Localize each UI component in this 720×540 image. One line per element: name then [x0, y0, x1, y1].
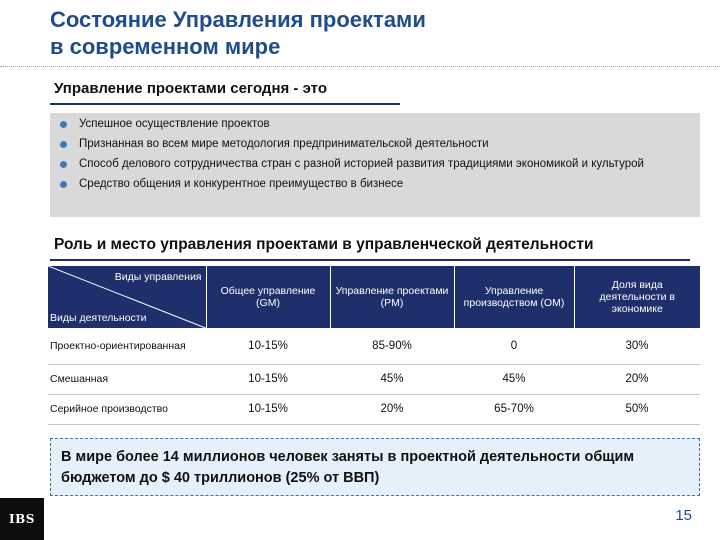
list-item [60, 158, 692, 171]
list-item [60, 118, 692, 131]
column-header [206, 266, 330, 328]
table-cell: 30% [574, 328, 700, 364]
table-cell: 45% [330, 364, 454, 394]
list-item-text: Признанная во всем мире методология предпринимательской деятельности [79, 138, 489, 150]
table-cell: 10-15% [206, 328, 330, 364]
section-heading-today: Управление проектами сегодня - это [54, 80, 327, 97]
table-cell: 10-15% [206, 364, 330, 394]
table-cell: 65-70% [454, 394, 574, 424]
column-header-text: Доля вида деятельности в экономике [599, 279, 675, 315]
column-header [574, 266, 700, 328]
table-cell: 0 [454, 328, 574, 364]
row-label: Серийное производство [48, 394, 206, 424]
slide-title-line-2: в современном мире [50, 34, 281, 59]
table-row [48, 364, 700, 394]
table-row [48, 394, 700, 424]
list-item [60, 138, 692, 151]
slide-title [50, 6, 690, 60]
column-header [454, 266, 574, 328]
page-number: 15 [675, 507, 692, 524]
bullet-dot-icon [60, 181, 67, 188]
corner-label-management: Виды управления [114, 271, 202, 283]
table-row [48, 328, 700, 364]
table-cell: 50% [574, 394, 700, 424]
corner-label-activity: Виды деятельности [50, 312, 147, 324]
column-header-text: Управление производством (OM) [463, 285, 565, 309]
row-label: Проектно-ориентированная [48, 328, 206, 364]
table-header-row [48, 266, 700, 328]
section-heading-role: Роль и место управления проектами в управленческой деятельности [54, 236, 594, 253]
list-item [60, 178, 692, 191]
list-item-text: Успешное осуществление проектов [79, 118, 270, 130]
row-label: Смешанная [48, 364, 206, 394]
column-header-text: Общее управление (GM) [220, 285, 316, 309]
title-divider [0, 66, 720, 67]
bullet-list [50, 113, 700, 217]
list-item-text: Средство общения и конкурентное преимущество в бизнесе [79, 178, 404, 190]
table-cell: 10-15% [206, 394, 330, 424]
column-header-text: Управление проектами (PM) [335, 285, 449, 309]
table-cell: 20% [574, 364, 700, 394]
list-item-text: Способ делового сотрудничества стран с разной историей развития традициями экономикой и культурой [79, 158, 644, 170]
table-corner-cell [48, 266, 206, 328]
column-header [330, 266, 454, 328]
section-heading-underline [50, 259, 690, 261]
bullet-dot-icon [60, 121, 67, 128]
callout-box: В мире более 14 миллионов человек заняты в проектной деятельности общим бюджетом до $ 40 триллионов (25% от ВВП) [50, 438, 700, 496]
ibs-logo: IBS [0, 498, 44, 540]
slide-title-line-1: Состояние Управления проектами [50, 7, 426, 32]
bullet-dot-icon [60, 161, 67, 168]
section-heading-underline [50, 103, 400, 105]
bullet-dot-icon [60, 141, 67, 148]
table-cell: 45% [454, 364, 574, 394]
management-roles-table [48, 266, 700, 425]
table-cell: 20% [330, 394, 454, 424]
table-cell: 85-90% [330, 328, 454, 364]
